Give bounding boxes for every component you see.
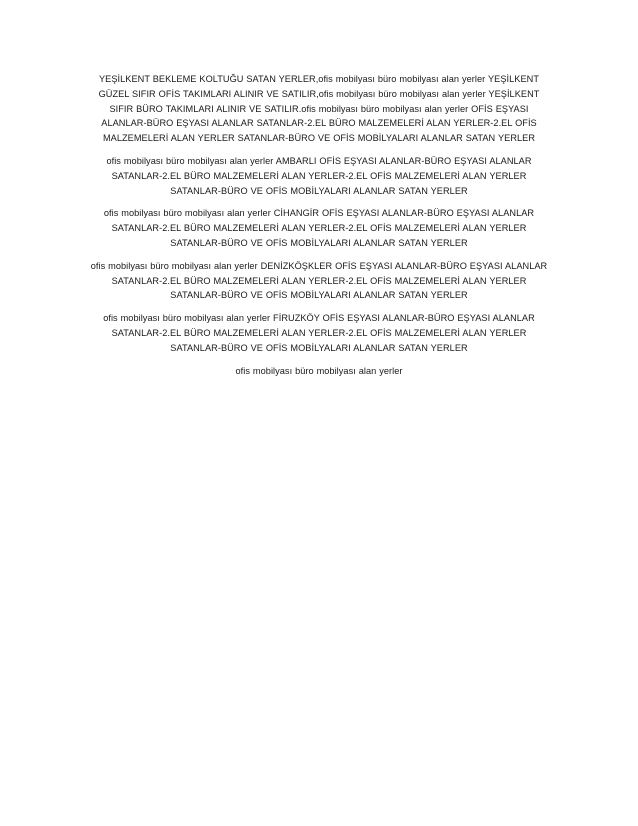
paragraph-intro: YEŞİLKENT BEKLEME KOLTUĞU SATAN YERLER,ofis mobilyası büro mobilyası alan yerler YEŞİLKENT GÜZEL SIFIR OFİS TAKIMLARI ALINIR VE SATILIR,ofis mobilyası büro mobilyası alan yerler YEŞİLKENT SIFIR BÜRO TAKIMLARI ALINIR VE SATILIR.ofis mobilyası büro mobilyası alan yerler OFİS EŞYASI ALANLAR-BÜRO EŞYASI ALANLAR SATANLAR-2.EL BÜRO MALZEMELERİ ALAN YERLER-2.EL OFİS MALZEMELERİ ALAN YERLER SATANLAR-BÜRO VE OFİS MOBİLYALARI ALANLAR SATAN YERLER xyxy=(98,74,540,144)
paragraph-closing: ofis mobilyası büro mobilyası alan yerler xyxy=(235,365,403,376)
paragraph-firuzkoy: ofis mobilyası büro mobilyası alan yerler FİRUZKÖY OFİS EŞYASI ALANLAR-BÜRO EŞYASI ALANLAR SATANLAR-2.EL BÜRO MALZEMELERİ ALAN YERLER-2.EL OFİS MALZEMELERİ ALAN YERLER SATANLAR-BÜRO VE OFİS MOBİLYALARI ALANLAR SATAN YERLER xyxy=(103,313,535,353)
paragraph-cihangir: ofis mobilyası büro mobilyası alan yerler CİHANGİR OFİS EŞYASI ALANLAR-BÜRO EŞYASI ALANLAR SATANLAR-2.EL BÜRO MALZEMELERİ ALAN YERLER-2.EL OFİS MALZEMELERİ ALAN YERLER SATANLAR-BÜRO VE OFİS MOBİLYALARI ALANLAR SATAN YERLER xyxy=(103,208,535,248)
paragraph-denizkoskler: ofis mobilyası büro mobilyası alan yerler DENİZKÖŞKLER OFİS EŞYASI ALANLAR-BÜRO EŞYASI ALANLAR SATANLAR-2.EL BÜRO MALZEMELERİ ALAN YERLER-2.EL OFİS MALZEMELERİ ALAN YERLER SATANLAR-BÜRO VE OFİS MOBİLYALARI ALANLAR SATAN YERLER xyxy=(90,260,548,301)
paragraph-ambarli: ofis mobilyası büro mobilyası alan yerler AMBARLI OFİS EŞYASI ALANLAR-BÜRO EŞYASI ALANLAR SATANLAR-2.EL BÜRO MALZEMELERİ ALAN YERLER-2.EL OFİS MALZEMELERİ ALAN YERLER SATANLAR-BÜRO VE OFİS MOBİLYALARI ALANLAR SATAN YERLER xyxy=(106,155,532,196)
